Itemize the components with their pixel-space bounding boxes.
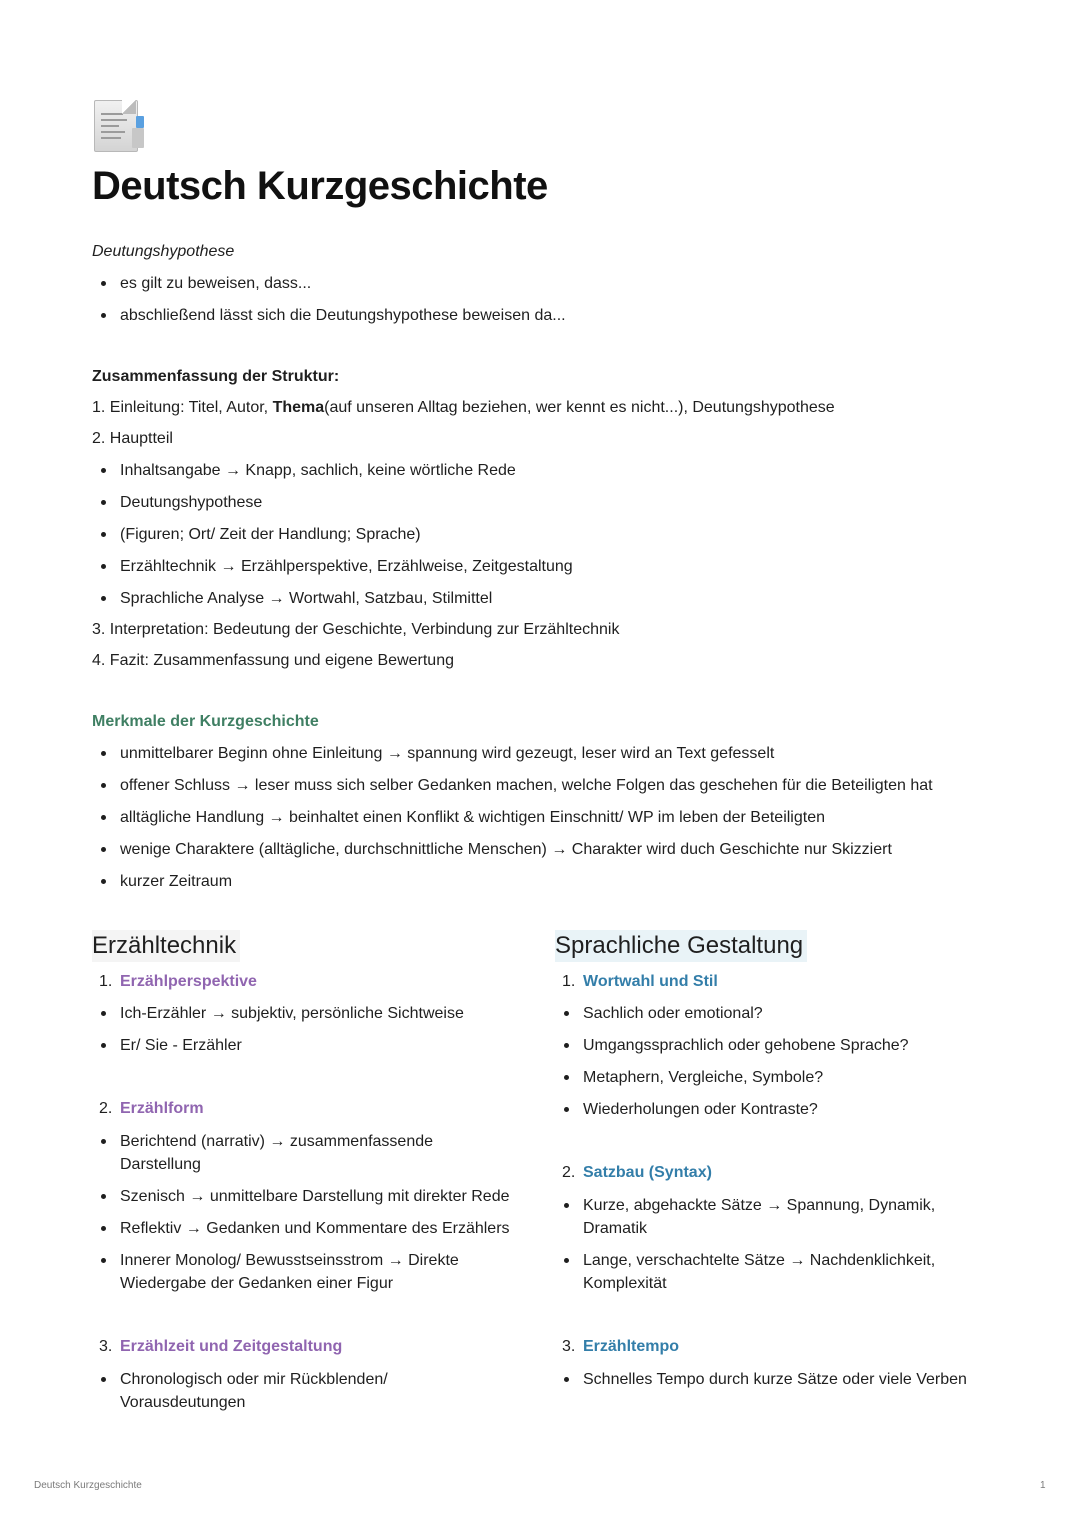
list-item: Schnelles Tempo durch kurze Sätze oder viele Verben — [555, 1368, 1013, 1391]
erzaehltechnik-heading: Erzähltechnik — [92, 930, 240, 962]
list-item: Er/ Sie - Erzähler — [92, 1034, 522, 1057]
list-item: Reflektiv → Gedanken und Kommentare des Erzählers — [92, 1217, 522, 1240]
list-item: kurzer Zeitraum — [92, 870, 992, 893]
list-item: Erzähltechnik → Erzählperspektive, Erzählweise, Zeitgestaltung — [92, 555, 992, 578]
list-item: Kurze, abgehackte Sätze → Spannung, Dynamik, Dramatik — [555, 1194, 953, 1240]
list-item: Inhaltsangabe → Knapp, sachlich, keine wörtliche Rede — [92, 459, 992, 482]
erzaehltechnik-column — [92, 930, 522, 1414]
list-item: Umgangssprachlich oder gehobene Sprache? — [555, 1034, 985, 1057]
page-title: Deutsch Kurzgeschichte — [92, 164, 548, 208]
section-title: Erzähltempo — [583, 1338, 680, 1355]
list-number: 3. — [99, 1338, 113, 1355]
sprache-section-1 — [555, 972, 985, 992]
struktur-hauptteil: 2. Hauptteil — [92, 430, 173, 447]
list-item: es gilt zu beweisen, dass... — [92, 272, 992, 295]
list-item: offener Schluss → leser muss sich selber Gedanken machen, welche Folgen das geschehen für die Beteiligten hat — [92, 774, 992, 797]
list-item: Ich-Erzähler → subjektiv, persönliche Sichtweise — [92, 1002, 522, 1025]
sprache-section-2 — [555, 1163, 985, 1183]
list-item: (Figuren; Ort/ Zeit der Handlung; Sprache) — [92, 523, 992, 546]
list-item: Chronologisch oder mir Rückblenden/ Vorausdeutungen — [92, 1368, 420, 1414]
list-item: Wiederholungen oder Kontraste? — [555, 1098, 985, 1121]
list-number: 1. — [99, 973, 113, 990]
erzaehltechnik-section-2 — [92, 1099, 522, 1119]
hauptteil-list — [92, 459, 992, 610]
list-item: alltägliche Handlung → beinhaltet einen Konflikt & wichtigen Einschnitt/ WP im leben der Beteiligten — [92, 806, 992, 829]
struktur-fazit: 4. Fazit: Zusammenfassung und eigene Bewertung — [92, 652, 454, 669]
list-item: unmittelbarer Beginn ohne Einleitung → spannung wird gezeugt, leser wird an Text gefesselt — [92, 742, 992, 765]
list-item: Deutungshypothese — [92, 491, 992, 514]
section-title: Satzbau (Syntax) — [583, 1164, 712, 1181]
list-item: Sachlich oder emotional? — [555, 1002, 985, 1025]
erzaehltechnik-section-3 — [92, 1337, 522, 1357]
document-page — [92, 98, 992, 893]
list-number: 1. — [562, 973, 576, 990]
section-title: Erzählperspektive — [120, 973, 257, 990]
list-item: Metaphern, Vergleiche, Symbole? — [555, 1066, 985, 1089]
list-item: abschließend lässt sich die Deutungshypothese beweisen da... — [92, 304, 992, 327]
section-title: Erzählform — [120, 1100, 204, 1117]
footer-title: Deutsch Kurzgeschichte — [34, 1480, 142, 1491]
footer-page-number: 1 — [1040, 1480, 1046, 1491]
list-item: wenige Charaktere (alltägliche, durchschnittliche Menschen) → Charakter wird duch Geschichte nur Skizziert — [92, 838, 992, 861]
struktur-heading: Zusammenfassung der Struktur: — [92, 368, 340, 385]
section-title: Erzählzeit und Zeitgestaltung — [120, 1338, 343, 1355]
erzaehltechnik-section-1 — [92, 972, 522, 992]
document-icon — [92, 98, 148, 154]
list-number: 3. — [562, 1338, 576, 1355]
list-number: 2. — [562, 1164, 576, 1181]
struktur-einleitung: 1. Einleitung: Titel, Autor, Thema(auf unseren Alltag beziehen, wer kennt es nicht...), Deutungshypothese — [92, 399, 835, 416]
struktur-interpretation: 3. Interpretation: Bedeutung der Geschichte, Verbindung zur Erzähltechnik — [92, 621, 620, 638]
list-item: Innerer Monolog/ Bewusstseinsstrom → Direkte Wiedergabe der Gedanken einer Figur — [92, 1249, 500, 1295]
list-item: Lange, verschachtelte Sätze → Nachdenklichkeit, Komplexität — [555, 1249, 963, 1295]
hypothese-heading: Deutungshypothese — [92, 243, 235, 260]
list-item: Berichtend (narrativ) → zusammenfassende Darstellung — [92, 1130, 450, 1176]
hypothese-list — [92, 272, 992, 327]
sprache-section-3 — [555, 1337, 985, 1357]
list-number: 2. — [99, 1100, 113, 1117]
merkmale-list — [92, 742, 992, 893]
sprache-column — [555, 930, 985, 1391]
thema-bold: Thema — [272, 399, 325, 416]
list-item: Sprachliche Analyse → Wortwahl, Satzbau, Stilmittel — [92, 587, 992, 610]
list-item: Szenisch → unmittelbare Darstellung mit direkter Rede — [92, 1185, 522, 1208]
merkmale-heading: Merkmale der Kurzgeschichte — [92, 713, 319, 730]
sprache-heading: Sprachliche Gestaltung — [555, 930, 807, 962]
section-title: Wortwahl und Stil — [583, 973, 718, 990]
